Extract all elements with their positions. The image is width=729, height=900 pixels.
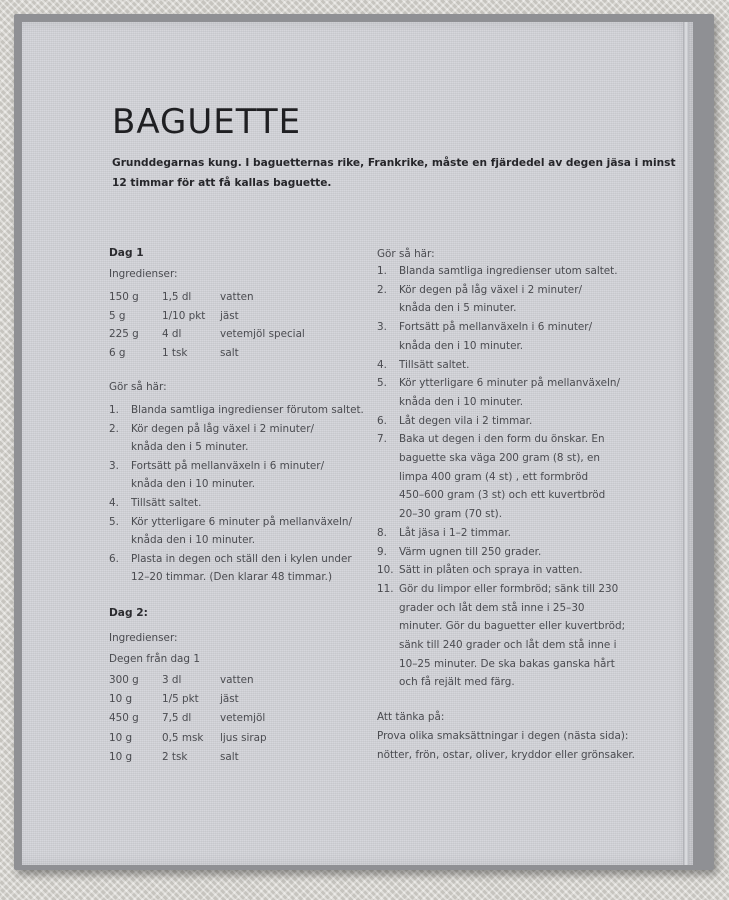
- intro-line: 12 timmar för att få kallas baguette.: [112, 177, 332, 189]
- step-number: 3.: [377, 321, 387, 334]
- ingredient-amount: 5 g: [109, 309, 126, 322]
- right-column: [377, 22, 677, 865]
- step-text: och få rejält med färg.: [399, 676, 515, 689]
- step-text: Kör ytterligare 6 minuter på mellanväxeln/: [399, 377, 621, 390]
- ingredient-name: vatten: [220, 291, 254, 303]
- step-text: 12–20 timmar. (Den klarar 48 timmar.): [131, 571, 333, 584]
- step-text: knåda den i 10 minuter.: [131, 478, 256, 491]
- step-text: knåda den i 10 minuter.: [399, 339, 524, 352]
- step-text: minuter. Gör du baguetter eller kuvertbröd;: [399, 620, 626, 633]
- steps-label: Gör så här:: [109, 381, 167, 393]
- step-text: Kör ytterligare 6 minuter på mellanväxeln/: [131, 515, 353, 528]
- step-number: 4.: [377, 358, 387, 371]
- recipe-title: BAGUETTE: [112, 102, 302, 142]
- ingredient-volume: 1,5 dl: [162, 291, 192, 303]
- ingredient-name: jäst: [220, 693, 239, 706]
- step-text: knåda den i 5 minuter.: [131, 441, 249, 454]
- ingredient-name: salt: [220, 346, 239, 359]
- intro-line: Grunddegarnas kung. I baguetternas rike, Frankrike, måste en fjärdedel av degen jäsa i minst: [112, 157, 676, 169]
- day1-heading: Dag 1: [109, 247, 144, 259]
- ingredient-amount: 6 g: [109, 346, 126, 359]
- ingredients-label: Ingredienser:: [109, 268, 178, 280]
- step-text: Låt degen vila i 2 timmar.: [399, 414, 533, 427]
- step-number: 11.: [377, 582, 394, 595]
- day2-heading: Dag 2:: [109, 607, 148, 619]
- step-text: Tillsätt saltet.: [399, 358, 470, 371]
- ingredient-name: vatten: [220, 674, 254, 686]
- ingredient-volume: 1/10 pkt: [162, 309, 206, 322]
- step-number: 1.: [109, 404, 119, 416]
- ingredient-name: jäst: [220, 309, 239, 322]
- step-number: 10.: [377, 564, 394, 577]
- dough-note: Degen från dag 1: [109, 653, 200, 665]
- ingredient-amount: 10 g: [109, 750, 133, 763]
- step-text: 10–25 minuter. De ska bakas ganska hårt: [399, 657, 615, 670]
- step-number: 8.: [377, 526, 387, 539]
- step-text: Fortsätt på mellanväxeln i 6 minuter/: [131, 459, 325, 472]
- step-text: knåda den i 10 minuter.: [131, 534, 256, 547]
- ingredient-amount: 450 g: [109, 712, 139, 725]
- step-number: 2.: [377, 283, 387, 296]
- think-line: Prova olika smaksättningar i degen (nästa sida):: [377, 730, 629, 742]
- ingredient-volume: 1/5 pkt: [162, 693, 199, 706]
- ingredient-amount: 300 g: [109, 674, 139, 686]
- step-text: Kör degen på låg växel i 2 minuter/: [131, 422, 314, 435]
- step-text: limpa 400 gram (4 st) , ett formbröd: [399, 470, 589, 483]
- step-number: 5.: [109, 515, 119, 528]
- ingredient-volume: 3 dl: [162, 674, 182, 686]
- step-number: 6.: [377, 414, 387, 427]
- think-line: nötter, frön, ostar, oliver, kryddor eller grönsaker.: [377, 749, 635, 761]
- ingredient-name: vetemjöl special: [220, 328, 305, 340]
- ingredient-volume: 1 tsk: [162, 346, 188, 359]
- step-number: 1.: [377, 265, 387, 277]
- step-text: Plasta in degen och ställ den i kylen under: [131, 552, 352, 565]
- step-text: Tillsätt saltet.: [131, 497, 202, 509]
- step-number: 6.: [109, 552, 119, 565]
- step-text: knåda den i 10 minuter.: [399, 395, 524, 408]
- spine-groove: [683, 22, 689, 865]
- step-text: grader och låt dem stå inne i 25–30: [399, 601, 585, 614]
- ingredient-volume: 2 tsk: [162, 750, 188, 763]
- steps-label: Gör så här:: [377, 248, 435, 260]
- step-number: 9.: [377, 545, 387, 558]
- ingredient-amount: 225 g: [109, 328, 139, 340]
- step-text: Blanda samtliga ingredienser förutom saltet.: [131, 404, 364, 416]
- book-cover: [22, 22, 693, 865]
- step-number: 7.: [377, 433, 387, 446]
- ingredients-label: Ingredienser:: [109, 632, 178, 644]
- ingredient-amount: 10 g: [109, 693, 133, 706]
- step-text: Gör du limpor eller formbröd; sänk till 230: [399, 582, 619, 595]
- ingredient-amount: 10 g: [109, 731, 133, 744]
- step-text: sänk till 240 grader och låt dem stå inne i: [399, 639, 617, 651]
- step-number: 2.: [109, 422, 119, 435]
- step-text: 450–600 gram (3 st) och ett kuvertbröd: [399, 489, 606, 502]
- step-text: baguette ska väga 200 gram (8 st), en: [399, 452, 600, 464]
- ingredient-volume: 7,5 dl: [162, 712, 192, 725]
- step-text: Baka ut degen i den form du önskar. En: [399, 433, 605, 446]
- step-text: Låt jäsa i 1–2 timmar.: [399, 526, 511, 539]
- step-text: Sätt in plåten och spraya in vatten.: [399, 564, 583, 577]
- step-text: Blanda samtliga ingredienser utom saltet.: [399, 265, 618, 277]
- step-number: 4.: [109, 497, 119, 509]
- step-text: Fortsätt på mellanväxeln i 6 minuter/: [399, 321, 593, 334]
- left-column: [109, 22, 379, 865]
- ingredient-volume: 0,5 msk: [162, 731, 204, 744]
- ingredient-name: salt: [220, 750, 239, 763]
- ingredient-volume: 4 dl: [162, 328, 182, 340]
- step-text: Värm ugnen till 250 grader.: [399, 545, 542, 558]
- step-text: 20–30 gram (70 st).: [399, 508, 503, 521]
- step-text: Kör degen på låg växel i 2 minuter/: [399, 283, 582, 296]
- step-number: 5.: [377, 377, 387, 390]
- step-number: 3.: [109, 459, 119, 472]
- step-text: knåda den i 5 minuter.: [399, 302, 517, 315]
- ingredient-amount: 150 g: [109, 291, 139, 303]
- ingredient-name: vetemjöl: [220, 712, 266, 725]
- ingredient-name: ljus sirap: [220, 731, 267, 744]
- think-label: Att tänka på:: [377, 711, 445, 723]
